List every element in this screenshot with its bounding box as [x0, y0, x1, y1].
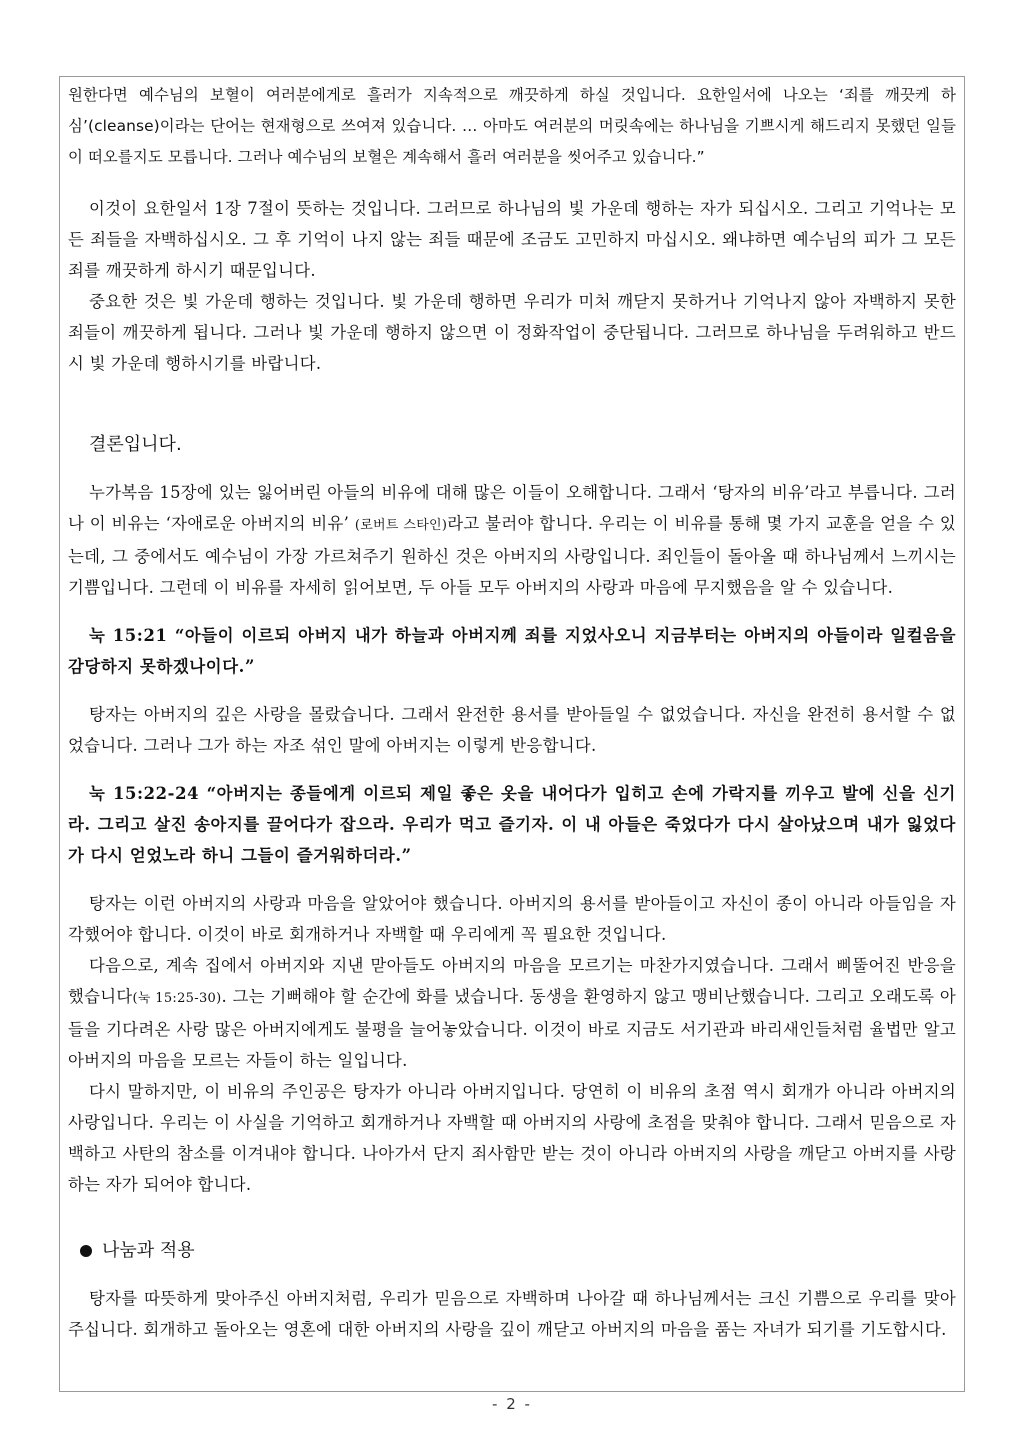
paragraph-6-text-end: . 그는 기뻐해야 할 순간에 화를 냈습니다. 동생을 환영하지 않고 맹비난했습니다. 그리고 오래도록 아들을 기다려온 사랑 많은 아버지에게도 불평을 늘어놓았습니다. 이것이 바로 지금도 서기관과 바리새인들처럼 율법만 알고 아버지의 마음을 모르는 자들이 하는 일입니다. — [68, 987, 956, 1070]
bullet-icon — [80, 1245, 92, 1257]
citation-stein: (로버트 스타인) — [354, 518, 448, 533]
paragraph-3-text-start: 누가복음 15장에 있는 잃어버린 아들의 비유에 대해 많은 이들이 오해합니다. 그래서 ‘탕자의 비유’라고 부릅니다. 그러나 이 비유는 ‘자애로운 아버지의 비유’ — [68, 483, 956, 533]
paragraph-3-text-end: 라고 불러야 합니다. 우리는 이 비유를 통해 몇 가지 교훈을 얻을 수 있는데, 그 중에서도 예수님이 가장 가르쳐주기 원하신 것은 아버지의 사랑입니다. 죄인들이 돌아올 때 하나님께서 느끼시는 기쁨입니다. 그런데 이 비유를 자세히 읽어보면, 두 아들 모두 아버지의 사랑과 마음에 무지했음을 알 수 있습니다. — [68, 514, 956, 597]
conclusion-heading: 결론입니다. — [89, 434, 182, 455]
paragraph-6-text-start: 다음으로, 계속 집에서 아버지와 지낸 맏아들도 아버지의 마음을 모르기는 마찬가지였습니다. 그래서 삐뚤어진 반응을 했습니다 — [68, 956, 956, 1006]
scripture-luke-15-22-24: 눅 15:22-24 “아버지는 종들에게 이르되 제일 좋은 옷을 내어다가 입히고 손에 가락지를 끼우고 발에 신을 신기라. 그리고 살진 송아지를 끌어다가 잡으라. 우리가 먹고 즐기자. 이 내 아들은 죽었다가 다시 살아났으며 내가 잃었다가 다시 얻었노라 하니 그들이 즐거워하더라.” — [68, 784, 956, 865]
body-paragraph-5: 탕자는 이런 아버지의 사랑과 마음을 알았어야 했습니다. 아버지의 용서를 받아들이고 자신이 종이 아니라 아들임을 자각했어야 합니다. 이것이 바로 회개하거나 자백할 때 우리에게 꼭 필요한 것입니다. — [68, 894, 956, 944]
intro-quote-paragraph: 원한다면 예수님의 보혈이 여러분에게로 흘러가 지속적으로 깨끗하게 하실 것입니다. 요한일서에 나오는 ‘죄를 깨끗케 하심’(cleanse)이라는 단어는 현재형으로 쓰여져 있습니다. … 아마도 여러분의 머릿속에는 하나님을 기쁘시게 해드리지 못했던 일들이 떠오를지도 모릅니다. 그러나 예수님의 보혈은 계속해서 흘러 여러분을 씻어주고 있습니다.” — [68, 86, 956, 166]
body-paragraph-7: 다시 말하지만, 이 비유의 주인공은 탕자가 아니라 아버지입니다. 당연히 이 비유의 초점 역시 회개가 아니라 아버지의 사랑입니다. 우리는 이 사실을 기억하고 회개하거나 자백할 때 아버지의 사랑에 초점을 맞춰야 합니다. 그래서 믿음으로 자백하고 사탄의 참소를 이겨내야 합니다. 나아가서 단지 죄사함만 받는 것이 아니라 아버지의 사랑을 깨닫고 아버지를 사랑하는 자가 되어야 합니다. — [68, 1082, 956, 1194]
sharing-heading-label: 나눔과 적용 — [102, 1240, 195, 1261]
sharing-heading — [68, 1235, 956, 1266]
body-paragraph-2: 중요한 것은 빛 가운데 행하는 것입니다. 빛 가운데 행하면 우리가 미처 깨닫지 못하거나 기억나지 않아 자백하지 못한 죄들이 깨끗하게 됩니다. 그러나 빛 가운데 행하지 않으면 이 정화작업이 중단됩니다. 그러므로 하나님을 두려워하고 반드시 빛 가운데 행하시기를 바랍니다. — [68, 292, 956, 373]
body-paragraph-3 — [68, 477, 956, 603]
body-paragraph-8: 탕자를 따뜻하게 맞아주신 아버지처럼, 우리가 믿음으로 자백하며 나아갈 때 하나님께서는 크신 기쁨으로 우리를 맞아주십니다. 회개하고 돌아오는 영혼에 대한 아버지의 사랑을 깊이 깨닫고 아버지의 마음을 품는 자녀가 되기를 기도합시다. — [68, 1289, 956, 1339]
scripture-luke-15-21: 눅 15:21 “아들이 이르되 아버지 내가 하늘과 아버지께 죄를 지었사오니 지금부터는 아버지의 아들이라 일컬음을 감당하지 못하겠나이다.” — [68, 626, 956, 676]
citation-luke-15-25-30: (눅 15:25-30) — [132, 991, 222, 1006]
body-paragraph-1: 이것이 요한일서 1장 7절이 뜻하는 것입니다. 그러므로 하나님의 빛 가운데 행하는 자가 되십시오. 그리고 기억나는 모든 죄들을 자백하십시오. 그 후 기억이 나지 않는 죄들 때문에 조금도 고민하지 마십시오. 왜냐하면 예수님의 피가 그 모든 죄를 깨끗하게 하시기 때문입니다. — [68, 199, 956, 280]
document-body — [68, 80, 956, 1345]
page-number: - 2 - — [492, 1395, 532, 1413]
body-paragraph-4: 탕자는 아버지의 깊은 사랑을 몰랐습니다. 그래서 완전한 용서를 받아들일 수 없었습니다. 자신을 완전히 용서할 수 없었습니다. 그러나 그가 하는 자조 섞인 말에 아버지는 이렇게 반응합니다. — [68, 705, 956, 755]
body-paragraph-6 — [68, 950, 956, 1076]
